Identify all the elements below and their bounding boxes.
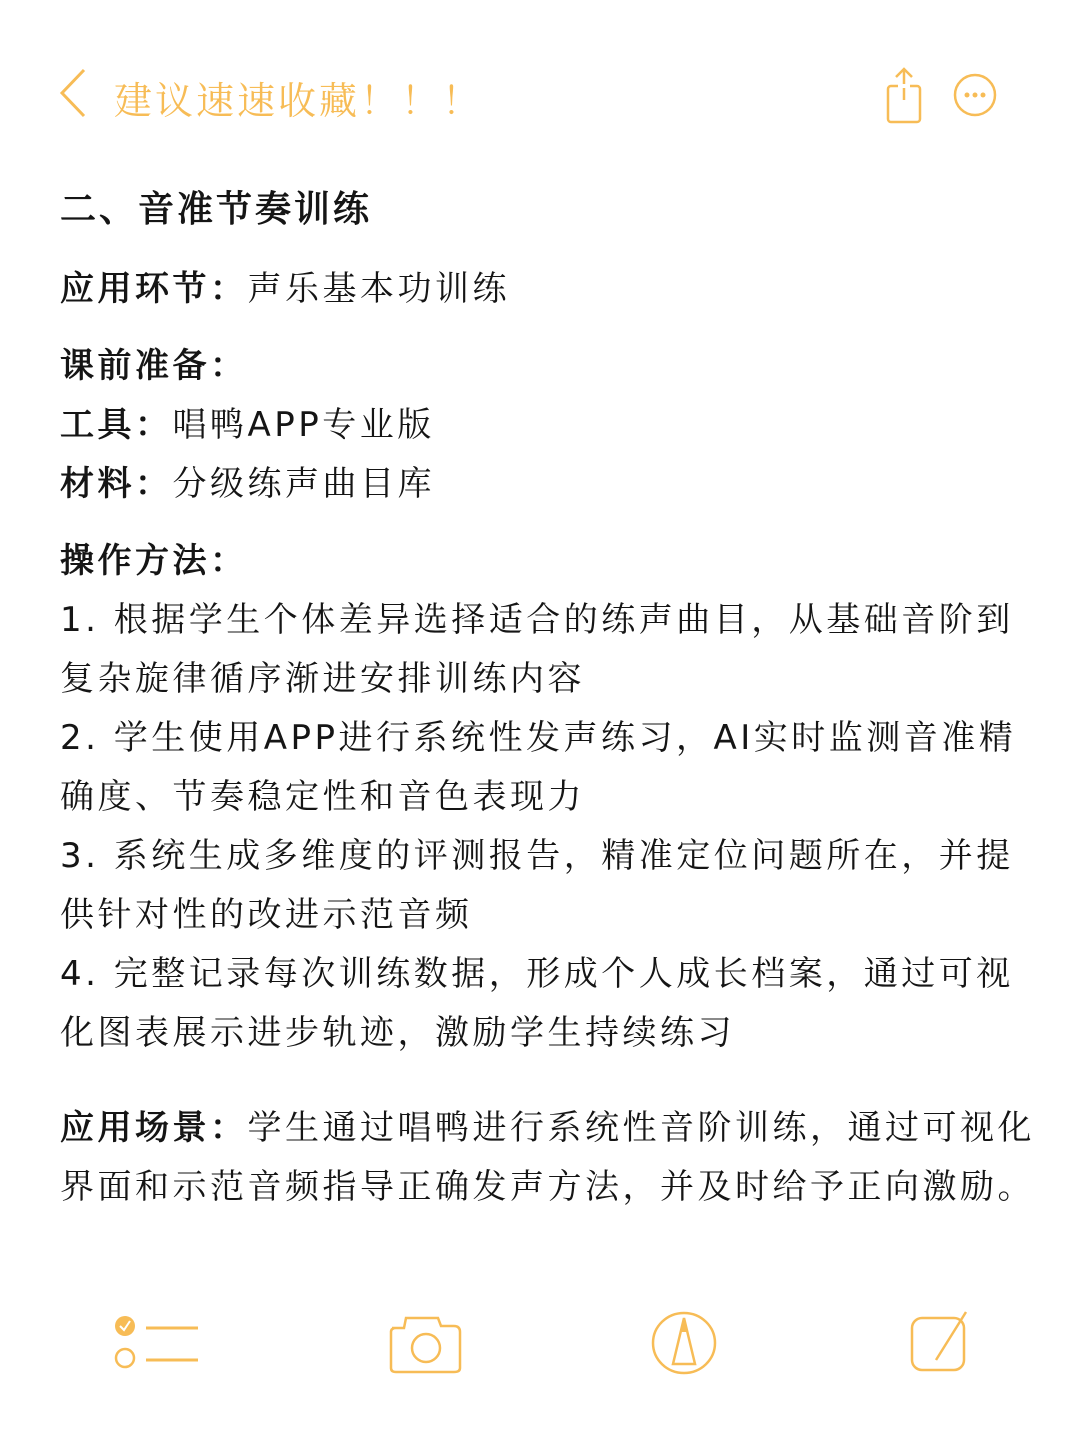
step-item: 3. 系统生成多维度的评测报告，精准定位问题所在，并提供针对性的改进示范音频 xyxy=(60,836,1014,935)
camera-icon[interactable] xyxy=(388,1314,464,1374)
back-chevron-icon[interactable] xyxy=(58,68,88,118)
bottom-toolbar xyxy=(0,1300,1080,1390)
material-value: 分级练声曲目库 xyxy=(172,464,435,504)
step-item: 1. 根据学生个体差异选择适合的练声曲目，从基础音阶到复杂旋律循序渐进安排训练内容 xyxy=(60,600,1014,699)
section-heading: 二、音准节奏训练 xyxy=(60,189,373,230)
checklist-icon[interactable] xyxy=(112,1310,202,1390)
stage-value: 声乐基本功训练 xyxy=(247,269,510,309)
stage-label: 应用环节： xyxy=(60,269,248,309)
note-title: 建议速速收藏！！！ xyxy=(114,79,484,123)
more-options-icon[interactable] xyxy=(952,72,998,118)
step-item: 4. 完整记录每次训练数据，形成个人成长档案，通过可视化图表展示进步轨迹，激励学生持续练习 xyxy=(60,954,1014,1053)
share-icon[interactable] xyxy=(884,66,924,124)
tool-value: 唱鸭APP专业版 xyxy=(172,405,435,445)
tool-label: 工具： xyxy=(60,405,173,445)
material-label: 材料： xyxy=(60,464,173,504)
scene-label: 应用场景： xyxy=(60,1108,248,1148)
method-label: 操作方法： xyxy=(60,541,248,581)
top-bar xyxy=(0,60,1080,130)
stage-line xyxy=(60,260,1035,319)
scene-value: 学生通过唱鸭进行系统性音阶训练，通过可视化界面和示范音频指导正确发声方法，并及时给予正向激励。 xyxy=(60,1108,1035,1207)
note-body[interactable] xyxy=(60,180,1035,1217)
step-item: 2. 学生使用APP进行系统性发声练习，AI实时监测音准精确度、节奏稳定性和音色表现力 xyxy=(60,718,1017,817)
tool-line xyxy=(60,396,1035,455)
markup-pen-icon[interactable] xyxy=(650,1310,718,1376)
scene-paragraph xyxy=(60,1099,1035,1217)
compose-icon[interactable] xyxy=(908,1310,970,1374)
prep-label: 课前准备： xyxy=(60,346,248,386)
material-line xyxy=(60,455,1035,514)
